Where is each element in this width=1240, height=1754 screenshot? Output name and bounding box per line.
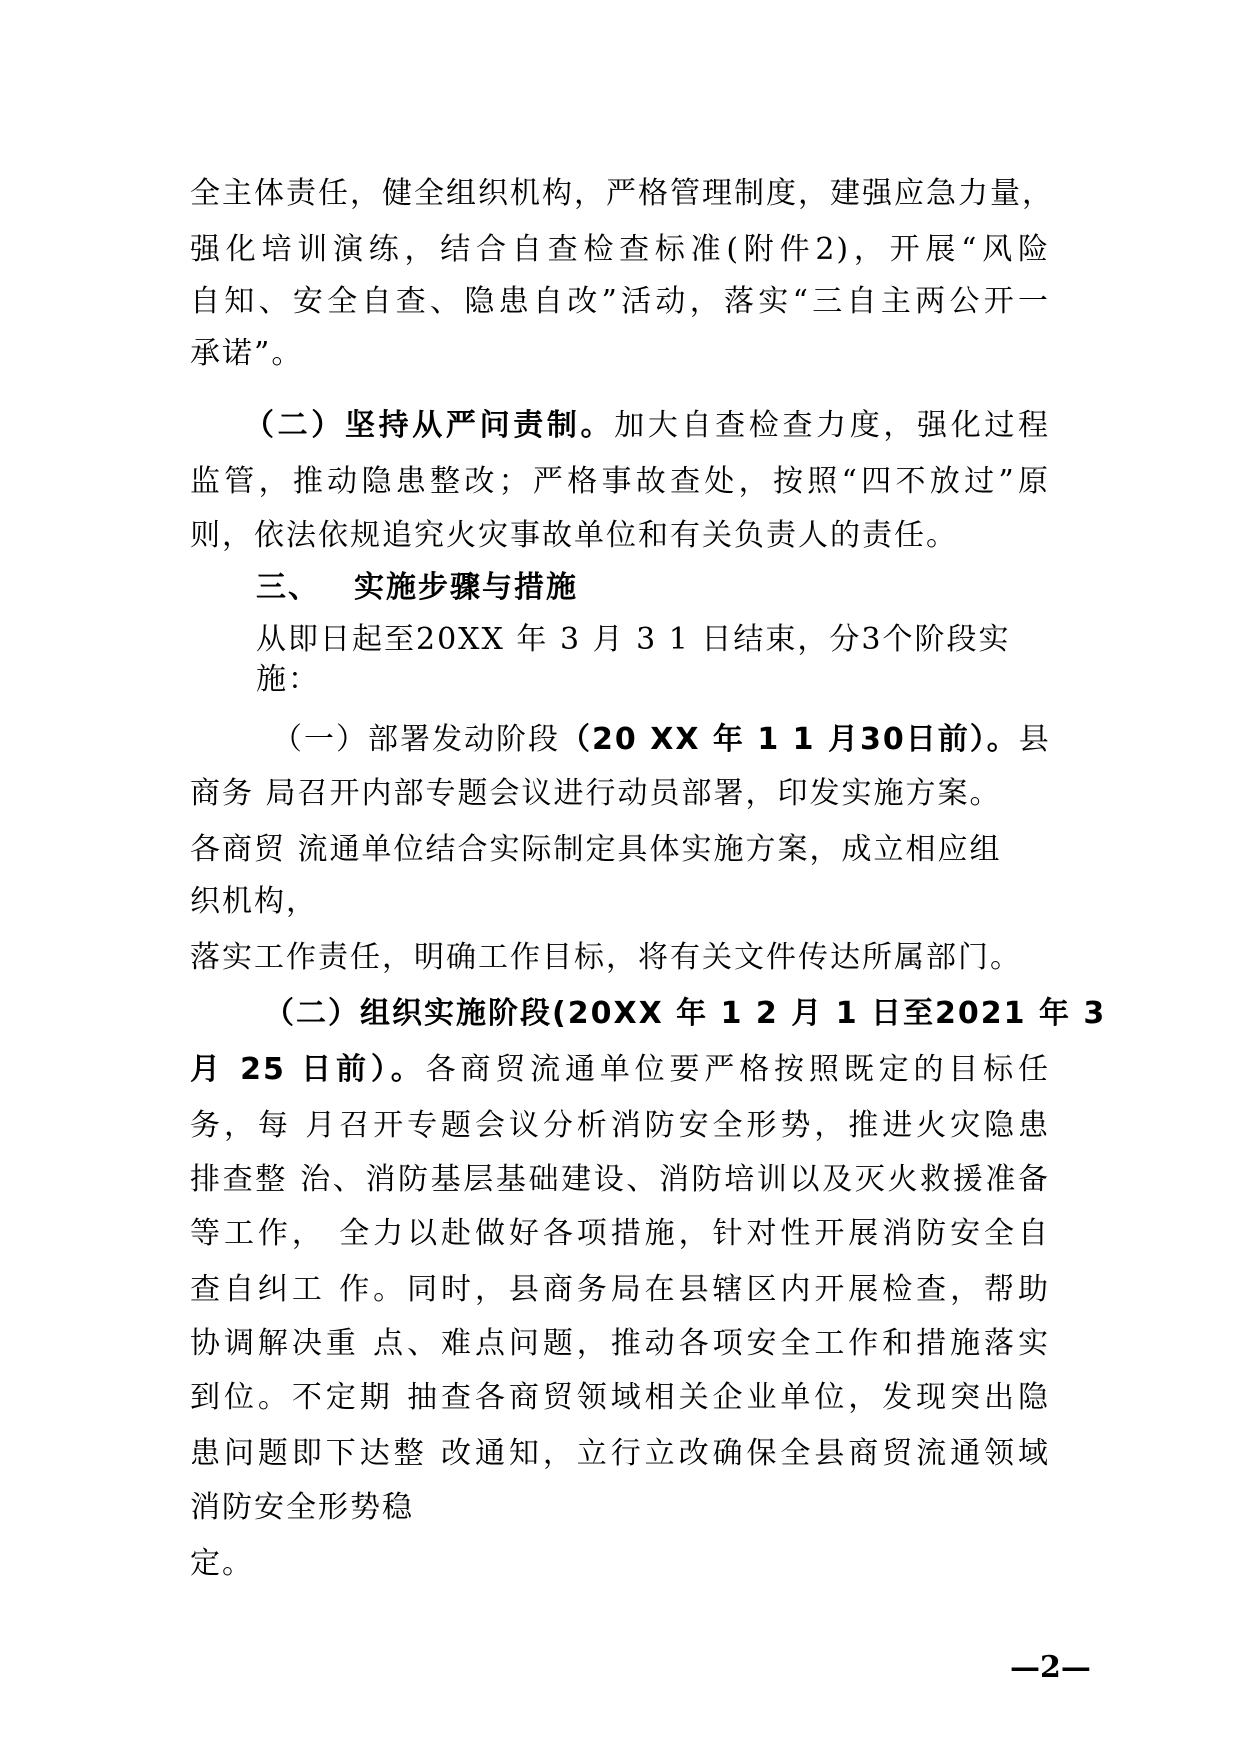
body-text-line: 全主体责任，健全组织机构，严格管理制度，建强应急力量， [190,176,1054,211]
body-text: 加大自查检查力度，强化过程 [614,408,1051,443]
subsection-title: （二）坚持从严问责制。 [244,408,615,443]
body-text-line: 到位。不定期 抽查各商贸领域相关企业单位，发现突出隐 [190,1380,1050,1415]
paragraph-first-line [244,398,1050,454]
stage-one-first-line [272,712,1051,768]
body-text-line: 监管，推动隐患整改；严格事故查处，按照“四不放过”原 [190,464,1050,499]
body-text-line: 商务 局召开内部专题会议进行动员部署，印发实施方案。 [190,776,1002,811]
section-heading [256,560,578,616]
body-text-line: 自知、安全自查、隐患自改”活动，落实“三自主两公开一 [190,284,1050,319]
body-text-line: 定。 [190,1546,254,1581]
body-text-line: 协调解决重 点、难点问题，推动各项安全工作和措施落实 [190,1326,1050,1361]
body-text-line: 则，依法依规追究火灾事故单位和有关负责人的责任。 [190,518,958,553]
body-text: 县 [1018,722,1051,757]
body-text-line: 织机构， [190,884,318,919]
body-text-line: 承诺”。 [190,336,304,371]
body-text-line: 患问题即下达整 改通知，立行立改确保全县商贸流通领域 [190,1436,1050,1471]
body-text-line: 排查整 治、消防基层基础建设、消防培训以及灭火救援准备 [190,1162,1050,1197]
body-text-line: 落实工作责任，明确工作目标，将有关文件传达所属部门。 [190,940,1022,975]
body-text-line: 务，每 月召开专题会议分析消防安全形势，推进火灾隐患 [190,1108,1050,1143]
stage-date: （20 XX 年 1 1 月30日前）。 [560,722,1019,757]
body-text-line: 施： [256,662,320,697]
body-text-line: 从即日起至20XX 年 3 月 3 1 日结束，分3个阶段实 [256,622,1011,657]
stage-two-second-line [190,1042,1050,1098]
stage-two-first-line: （二）组织实施阶段(20XX 年 1 2 月 1 日至2021 年 3 [264,996,1107,1031]
body-text-line: 查自纠工 作。同时，县商务局在县辖区内开展检查，帮助 [190,1272,1050,1307]
body-text-line: 各商贸 流通单位结合实际制定具体实施方案，成立相应组 [190,832,1002,867]
body-text-line: 等工作， 全力以赴做好各项措施，针对性开展消防安全自 [190,1216,1050,1251]
body-text-line: 强化培训演练，结合自查检查标准(附件2)，开展“风险 [190,232,1050,267]
body-text: 各商贸流通单位要严格按照既定的目标任 [425,1052,1050,1087]
stage-date: 月 25 日前）。 [190,1052,426,1087]
section-title: 实施步骤与措施 [354,570,578,605]
stage-label: （一）部署发动阶段 [272,722,560,757]
body-text-line: 消防安全形势稳 [190,1490,414,1525]
section-number: 三、 [256,570,320,605]
page-number: —2— [1010,1650,1091,1685]
